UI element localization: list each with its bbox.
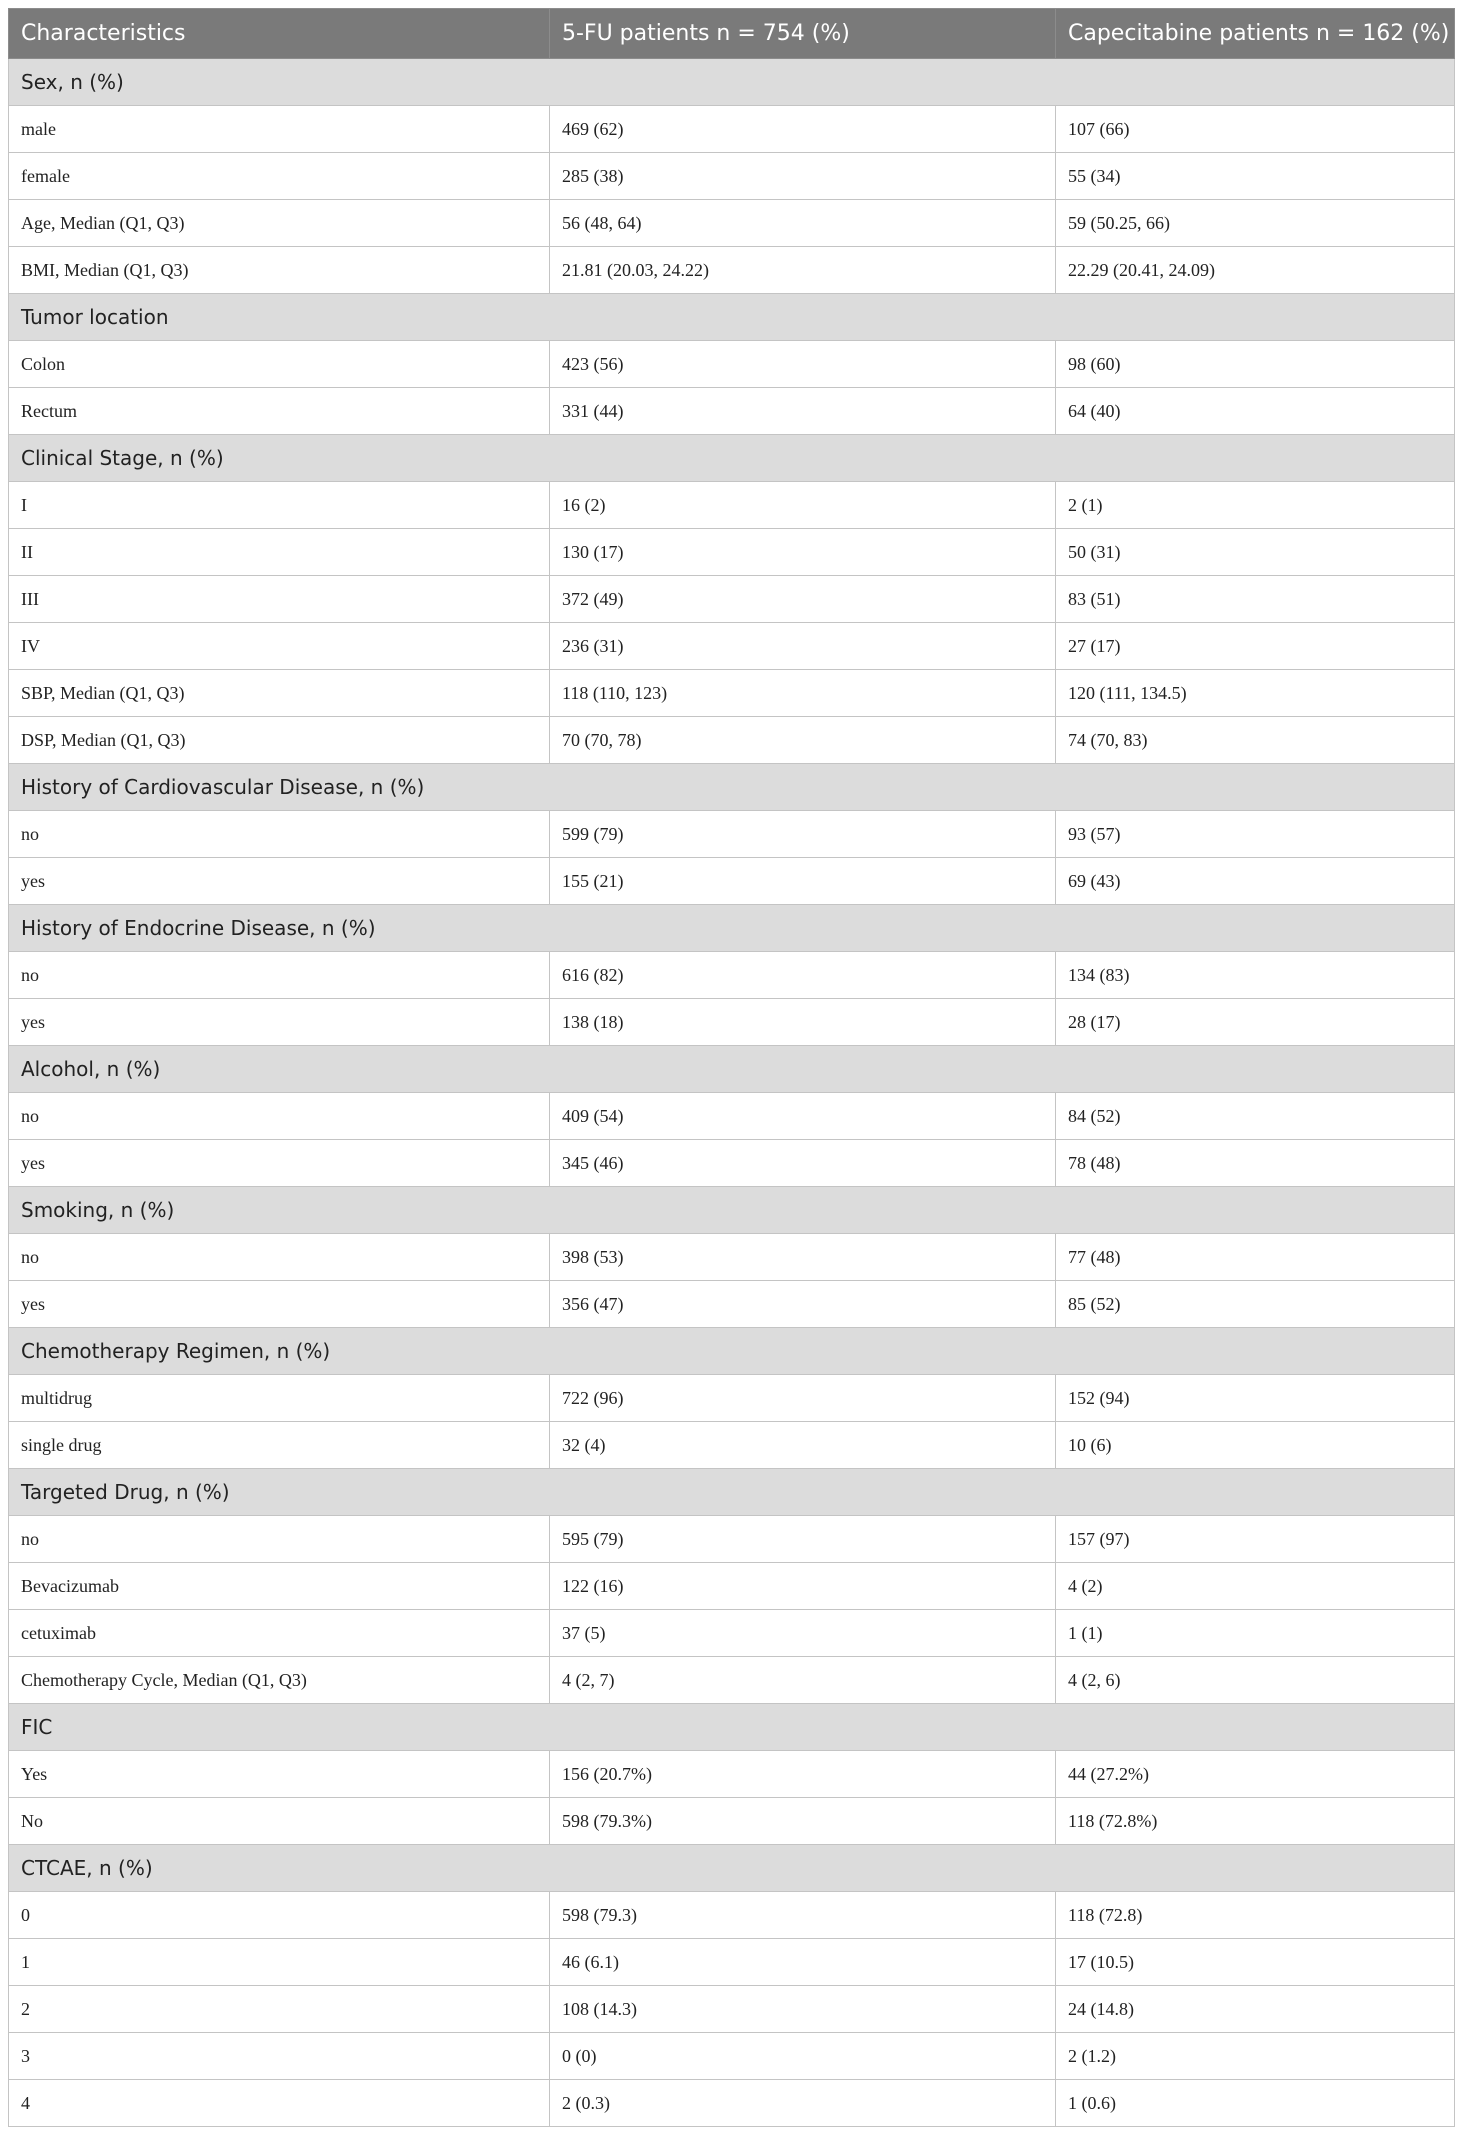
fu-value-cell: 155 (21) [550,858,1056,905]
characteristic-cell: Age, Median (Q1, Q3) [9,200,550,247]
table-row [9,1281,1455,1328]
table-row [9,1234,1455,1281]
capecitabine-value-cell: 152 (94) [1056,1375,1455,1422]
fu-value-cell: 32 (4) [550,1422,1056,1469]
capecitabine-value-cell: 22.29 (20.41, 24.09) [1056,247,1455,294]
table-row [9,341,1455,388]
capecitabine-value-cell: 69 (43) [1056,858,1455,905]
section-label: FIC [9,1704,1455,1751]
capecitabine-value-cell: 1 (0.6) [1056,2080,1455,2127]
section-label: Smoking, n (%) [9,1187,1455,1234]
table-row [9,2080,1455,2127]
characteristic-cell: 1 [9,1939,550,1986]
capecitabine-value-cell: 2 (1.2) [1056,2033,1455,2080]
capecitabine-value-cell: 17 (10.5) [1056,1939,1455,1986]
characteristic-cell: 0 [9,1892,550,1939]
capecitabine-value-cell: 2 (1) [1056,482,1455,529]
table-row [9,1798,1455,1845]
section-row [9,1469,1455,1516]
characteristic-cell: SBP, Median (Q1, Q3) [9,670,550,717]
fu-value-cell: 356 (47) [550,1281,1056,1328]
capecitabine-value-cell: 107 (66) [1056,106,1455,153]
fu-value-cell: 70 (70, 78) [550,717,1056,764]
table-row [9,1939,1455,1986]
characteristic-cell: no [9,1093,550,1140]
fu-value-cell: 285 (38) [550,153,1056,200]
table-row [9,623,1455,670]
characteristic-cell: Yes [9,1751,550,1798]
characteristics-table [8,8,1455,2127]
table-row [9,1375,1455,1422]
fu-value-cell: 46 (6.1) [550,1939,1056,1986]
characteristic-cell: cetuximab [9,1610,550,1657]
table-row [9,952,1455,999]
characteristic-cell: I [9,482,550,529]
section-row [9,1328,1455,1375]
fu-value-cell: 130 (17) [550,529,1056,576]
table-row [9,811,1455,858]
fu-value-cell: 2 (0.3) [550,2080,1056,2127]
fu-value-cell: 372 (49) [550,576,1056,623]
table-body [9,59,1455,2127]
table-row [9,1751,1455,1798]
capecitabine-value-cell: 78 (48) [1056,1140,1455,1187]
capecitabine-value-cell: 44 (27.2%) [1056,1751,1455,1798]
table-row [9,2033,1455,2080]
section-row [9,294,1455,341]
capecitabine-value-cell: 64 (40) [1056,388,1455,435]
table-row [9,1657,1455,1704]
section-row [9,905,1455,952]
capecitabine-value-cell: 50 (31) [1056,529,1455,576]
table-row [9,576,1455,623]
table-row [9,717,1455,764]
section-label: History of Cardiovascular Disease, n (%) [9,764,1455,811]
characteristic-cell: II [9,529,550,576]
characteristic-cell: yes [9,1140,550,1187]
table-row [9,529,1455,576]
characteristic-cell: yes [9,999,550,1046]
table-row [9,1563,1455,1610]
section-label: Clinical Stage, n (%) [9,435,1455,482]
capecitabine-value-cell: 118 (72.8%) [1056,1798,1455,1845]
header-5fu-patients: 5-FU patients n = 754 (%) [550,9,1056,59]
header-row [9,9,1455,59]
capecitabine-value-cell: 120 (111, 134.5) [1056,670,1455,717]
table-row [9,482,1455,529]
capecitabine-value-cell: 24 (14.8) [1056,1986,1455,2033]
characteristic-cell: 2 [9,1986,550,2033]
fu-value-cell: 0 (0) [550,2033,1056,2080]
table-row [9,153,1455,200]
characteristic-cell: no [9,1516,550,1563]
characteristic-cell: 4 [9,2080,550,2127]
capecitabine-value-cell: 10 (6) [1056,1422,1455,1469]
table-row [9,670,1455,717]
characteristic-cell: no [9,1234,550,1281]
capecitabine-value-cell: 74 (70, 83) [1056,717,1455,764]
table-row [9,1892,1455,1939]
section-row [9,59,1455,106]
characteristic-cell: female [9,153,550,200]
fu-value-cell: 236 (31) [550,623,1056,670]
capecitabine-value-cell: 85 (52) [1056,1281,1455,1328]
table-header [9,9,1455,59]
fu-value-cell: 37 (5) [550,1610,1056,1657]
fu-value-cell: 21.81 (20.03, 24.22) [550,247,1056,294]
header-characteristics: Characteristics [9,9,550,59]
capecitabine-value-cell: 83 (51) [1056,576,1455,623]
characteristic-cell: 3 [9,2033,550,2080]
fu-value-cell: 598 (79.3%) [550,1798,1056,1845]
fu-value-cell: 118 (110, 123) [550,670,1056,717]
section-label: CTCAE, n (%) [9,1845,1455,1892]
table-row [9,1422,1455,1469]
section-label: Chemotherapy Regimen, n (%) [9,1328,1455,1375]
characteristic-cell: single drug [9,1422,550,1469]
characteristic-cell: Bevacizumab [9,1563,550,1610]
section-row [9,764,1455,811]
fu-value-cell: 156 (20.7%) [550,1751,1056,1798]
table-row [9,1093,1455,1140]
characteristic-cell: male [9,106,550,153]
fu-value-cell: 4 (2, 7) [550,1657,1056,1704]
characteristic-cell: multidrug [9,1375,550,1422]
section-label: History of Endocrine Disease, n (%) [9,905,1455,952]
capecitabine-value-cell: 98 (60) [1056,341,1455,388]
table-row [9,1140,1455,1187]
fu-value-cell: 138 (18) [550,999,1056,1046]
fu-value-cell: 398 (53) [550,1234,1056,1281]
characteristic-cell: no [9,952,550,999]
section-label: Targeted Drug, n (%) [9,1469,1455,1516]
characteristic-cell: yes [9,1281,550,1328]
characteristic-cell: DSP, Median (Q1, Q3) [9,717,550,764]
fu-value-cell: 595 (79) [550,1516,1056,1563]
characteristic-cell: Colon [9,341,550,388]
table-row [9,858,1455,905]
fu-value-cell: 616 (82) [550,952,1056,999]
section-row [9,1704,1455,1751]
fu-value-cell: 16 (2) [550,482,1056,529]
characteristic-cell: III [9,576,550,623]
capecitabine-value-cell: 134 (83) [1056,952,1455,999]
section-label: Sex, n (%) [9,59,1455,106]
section-label: Alcohol, n (%) [9,1046,1455,1093]
capecitabine-value-cell: 84 (52) [1056,1093,1455,1140]
characteristic-cell: BMI, Median (Q1, Q3) [9,247,550,294]
table-row [9,1516,1455,1563]
capecitabine-value-cell: 27 (17) [1056,623,1455,670]
fu-value-cell: 122 (16) [550,1563,1056,1610]
table-row [9,200,1455,247]
fu-value-cell: 598 (79.3) [550,1892,1056,1939]
capecitabine-value-cell: 28 (17) [1056,999,1455,1046]
section-row [9,1187,1455,1234]
characteristic-cell: Rectum [9,388,550,435]
capecitabine-value-cell: 59 (50.25, 66) [1056,200,1455,247]
table-row [9,1986,1455,2033]
capecitabine-value-cell: 118 (72.8) [1056,1892,1455,1939]
characteristic-cell: Chemotherapy Cycle, Median (Q1, Q3) [9,1657,550,1704]
section-row [9,1046,1455,1093]
section-row [9,1845,1455,1892]
section-label: Tumor location [9,294,1455,341]
fu-value-cell: 108 (14.3) [550,1986,1056,2033]
section-row [9,435,1455,482]
fu-value-cell: 331 (44) [550,388,1056,435]
fu-value-cell: 345 (46) [550,1140,1056,1187]
fu-value-cell: 423 (56) [550,341,1056,388]
capecitabine-value-cell: 1 (1) [1056,1610,1455,1657]
capecitabine-value-cell: 55 (34) [1056,153,1455,200]
characteristic-cell: No [9,1798,550,1845]
table-row [9,388,1455,435]
header-capecitabine-patients: Capecitabine patients n = 162 (%) [1056,9,1455,59]
fu-value-cell: 722 (96) [550,1375,1056,1422]
capecitabine-value-cell: 77 (48) [1056,1234,1455,1281]
table-row [9,999,1455,1046]
capecitabine-value-cell: 4 (2, 6) [1056,1657,1455,1704]
table-row [9,247,1455,294]
characteristic-cell: IV [9,623,550,670]
fu-value-cell: 56 (48, 64) [550,200,1056,247]
capecitabine-value-cell: 93 (57) [1056,811,1455,858]
fu-value-cell: 599 (79) [550,811,1056,858]
characteristic-cell: yes [9,858,550,905]
fu-value-cell: 469 (62) [550,106,1056,153]
capecitabine-value-cell: 157 (97) [1056,1516,1455,1563]
characteristic-cell: no [9,811,550,858]
table-row [9,106,1455,153]
fu-value-cell: 409 (54) [550,1093,1056,1140]
capecitabine-value-cell: 4 (2) [1056,1563,1455,1610]
table-row [9,1610,1455,1657]
